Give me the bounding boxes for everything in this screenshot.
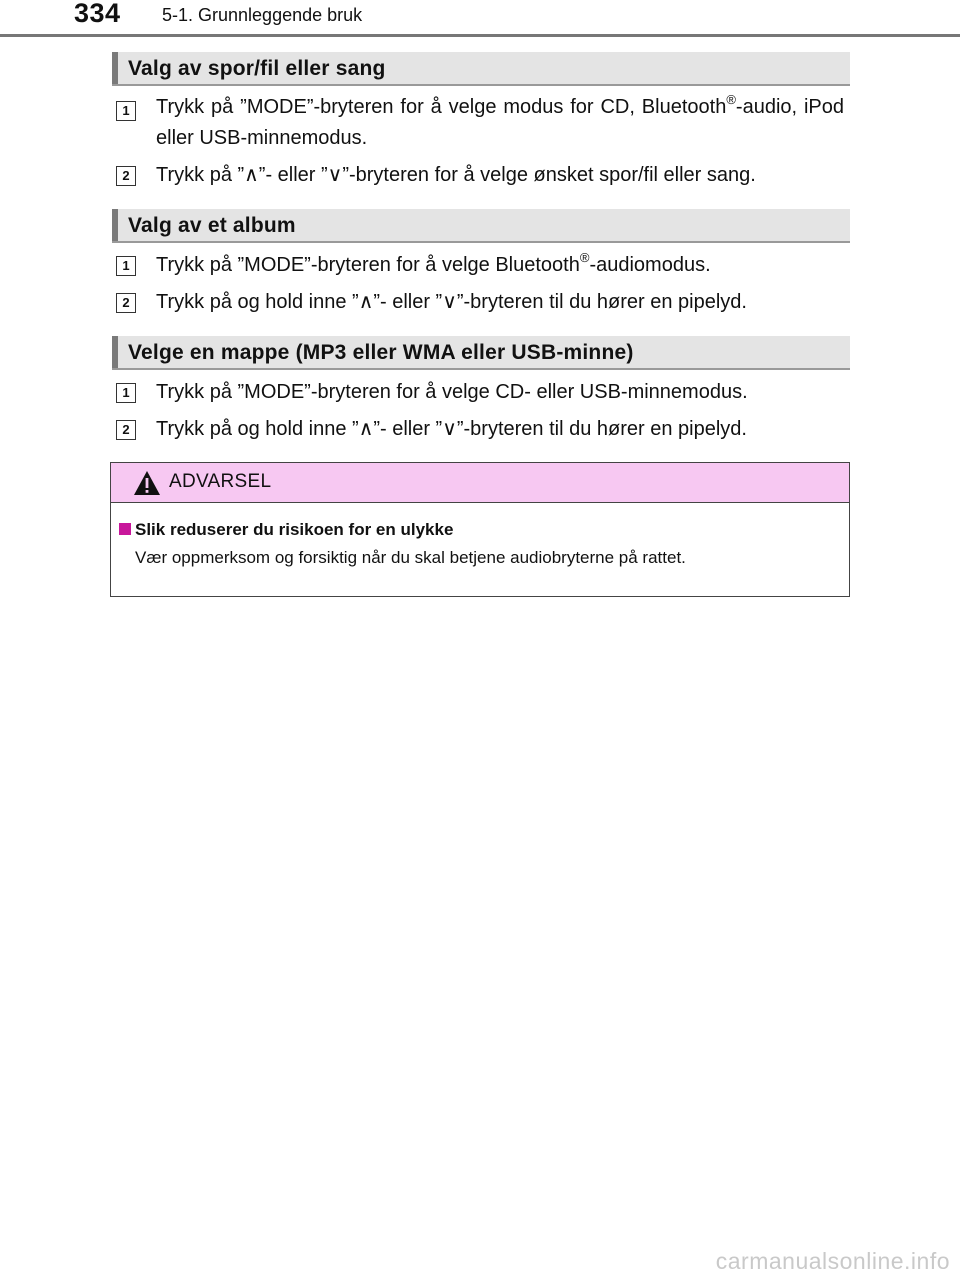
step-number: 2 (116, 166, 136, 186)
warning-label: ADVARSEL (169, 471, 272, 492)
warning-triangle-icon (133, 470, 161, 496)
warning-title: Slik reduserer du risikoen for en ulykke (135, 520, 454, 539)
page-header (0, 0, 960, 40)
section-title: Valg av spor/fil eller sang (128, 57, 386, 80)
step-text: Trykk på ”MODE”-bryteren for å velge Bluetooth®-audiomodus. (156, 250, 711, 276)
step-text: Trykk på ”MODE”-bryteren for å velge CD- eller USB-minnemodus. (156, 381, 748, 403)
step-number: 2 (116, 293, 136, 313)
step-number: 1 (116, 101, 136, 121)
section-heading-track-file-song (112, 52, 850, 86)
warning-header (111, 463, 849, 503)
registered-mark: ® (726, 92, 736, 107)
warning-text: Vær oppmerksom og forsiktig når du skal betjene audiobryterne på rattet. (135, 548, 686, 567)
step-text: Trykk på og hold inne ”∧”- eller ”∨”-bryteren til du hører en pipelyd. (156, 291, 747, 313)
step-text: Trykk på og hold inne ”∧”- eller ”∨”-bryteren til du hører en pipelyd. (156, 418, 747, 440)
step-number: 2 (116, 420, 136, 440)
warning-box (110, 462, 850, 597)
watermark: carmanualsonline.info (715, 1248, 950, 1274)
step-text: Trykk på ”∧”- eller ”∨”-bryteren for å velge ønsket spor/fil eller sang. (156, 164, 756, 186)
header-rule (0, 34, 960, 37)
registered-mark: ® (579, 250, 590, 265)
section-title: Velge en mappe (MP3 eller WMA eller USB-minne) (128, 341, 634, 364)
chapter-title: 5-1. Grunnleggende bruk (162, 5, 363, 25)
step-number: 1 (116, 256, 136, 276)
section-heading-folder (112, 336, 850, 370)
bullet-square-icon (119, 523, 131, 535)
section-title: Valg av et album (128, 214, 296, 237)
page-number: 334 (74, 0, 121, 28)
step-text: Trykk på ”MODE”-bryteren for å velge modus for CD, Bluetooth®-audio, iPod eller USB-minnemodus. (156, 92, 844, 149)
step-number: 1 (116, 383, 136, 403)
section-heading-album (112, 209, 850, 243)
